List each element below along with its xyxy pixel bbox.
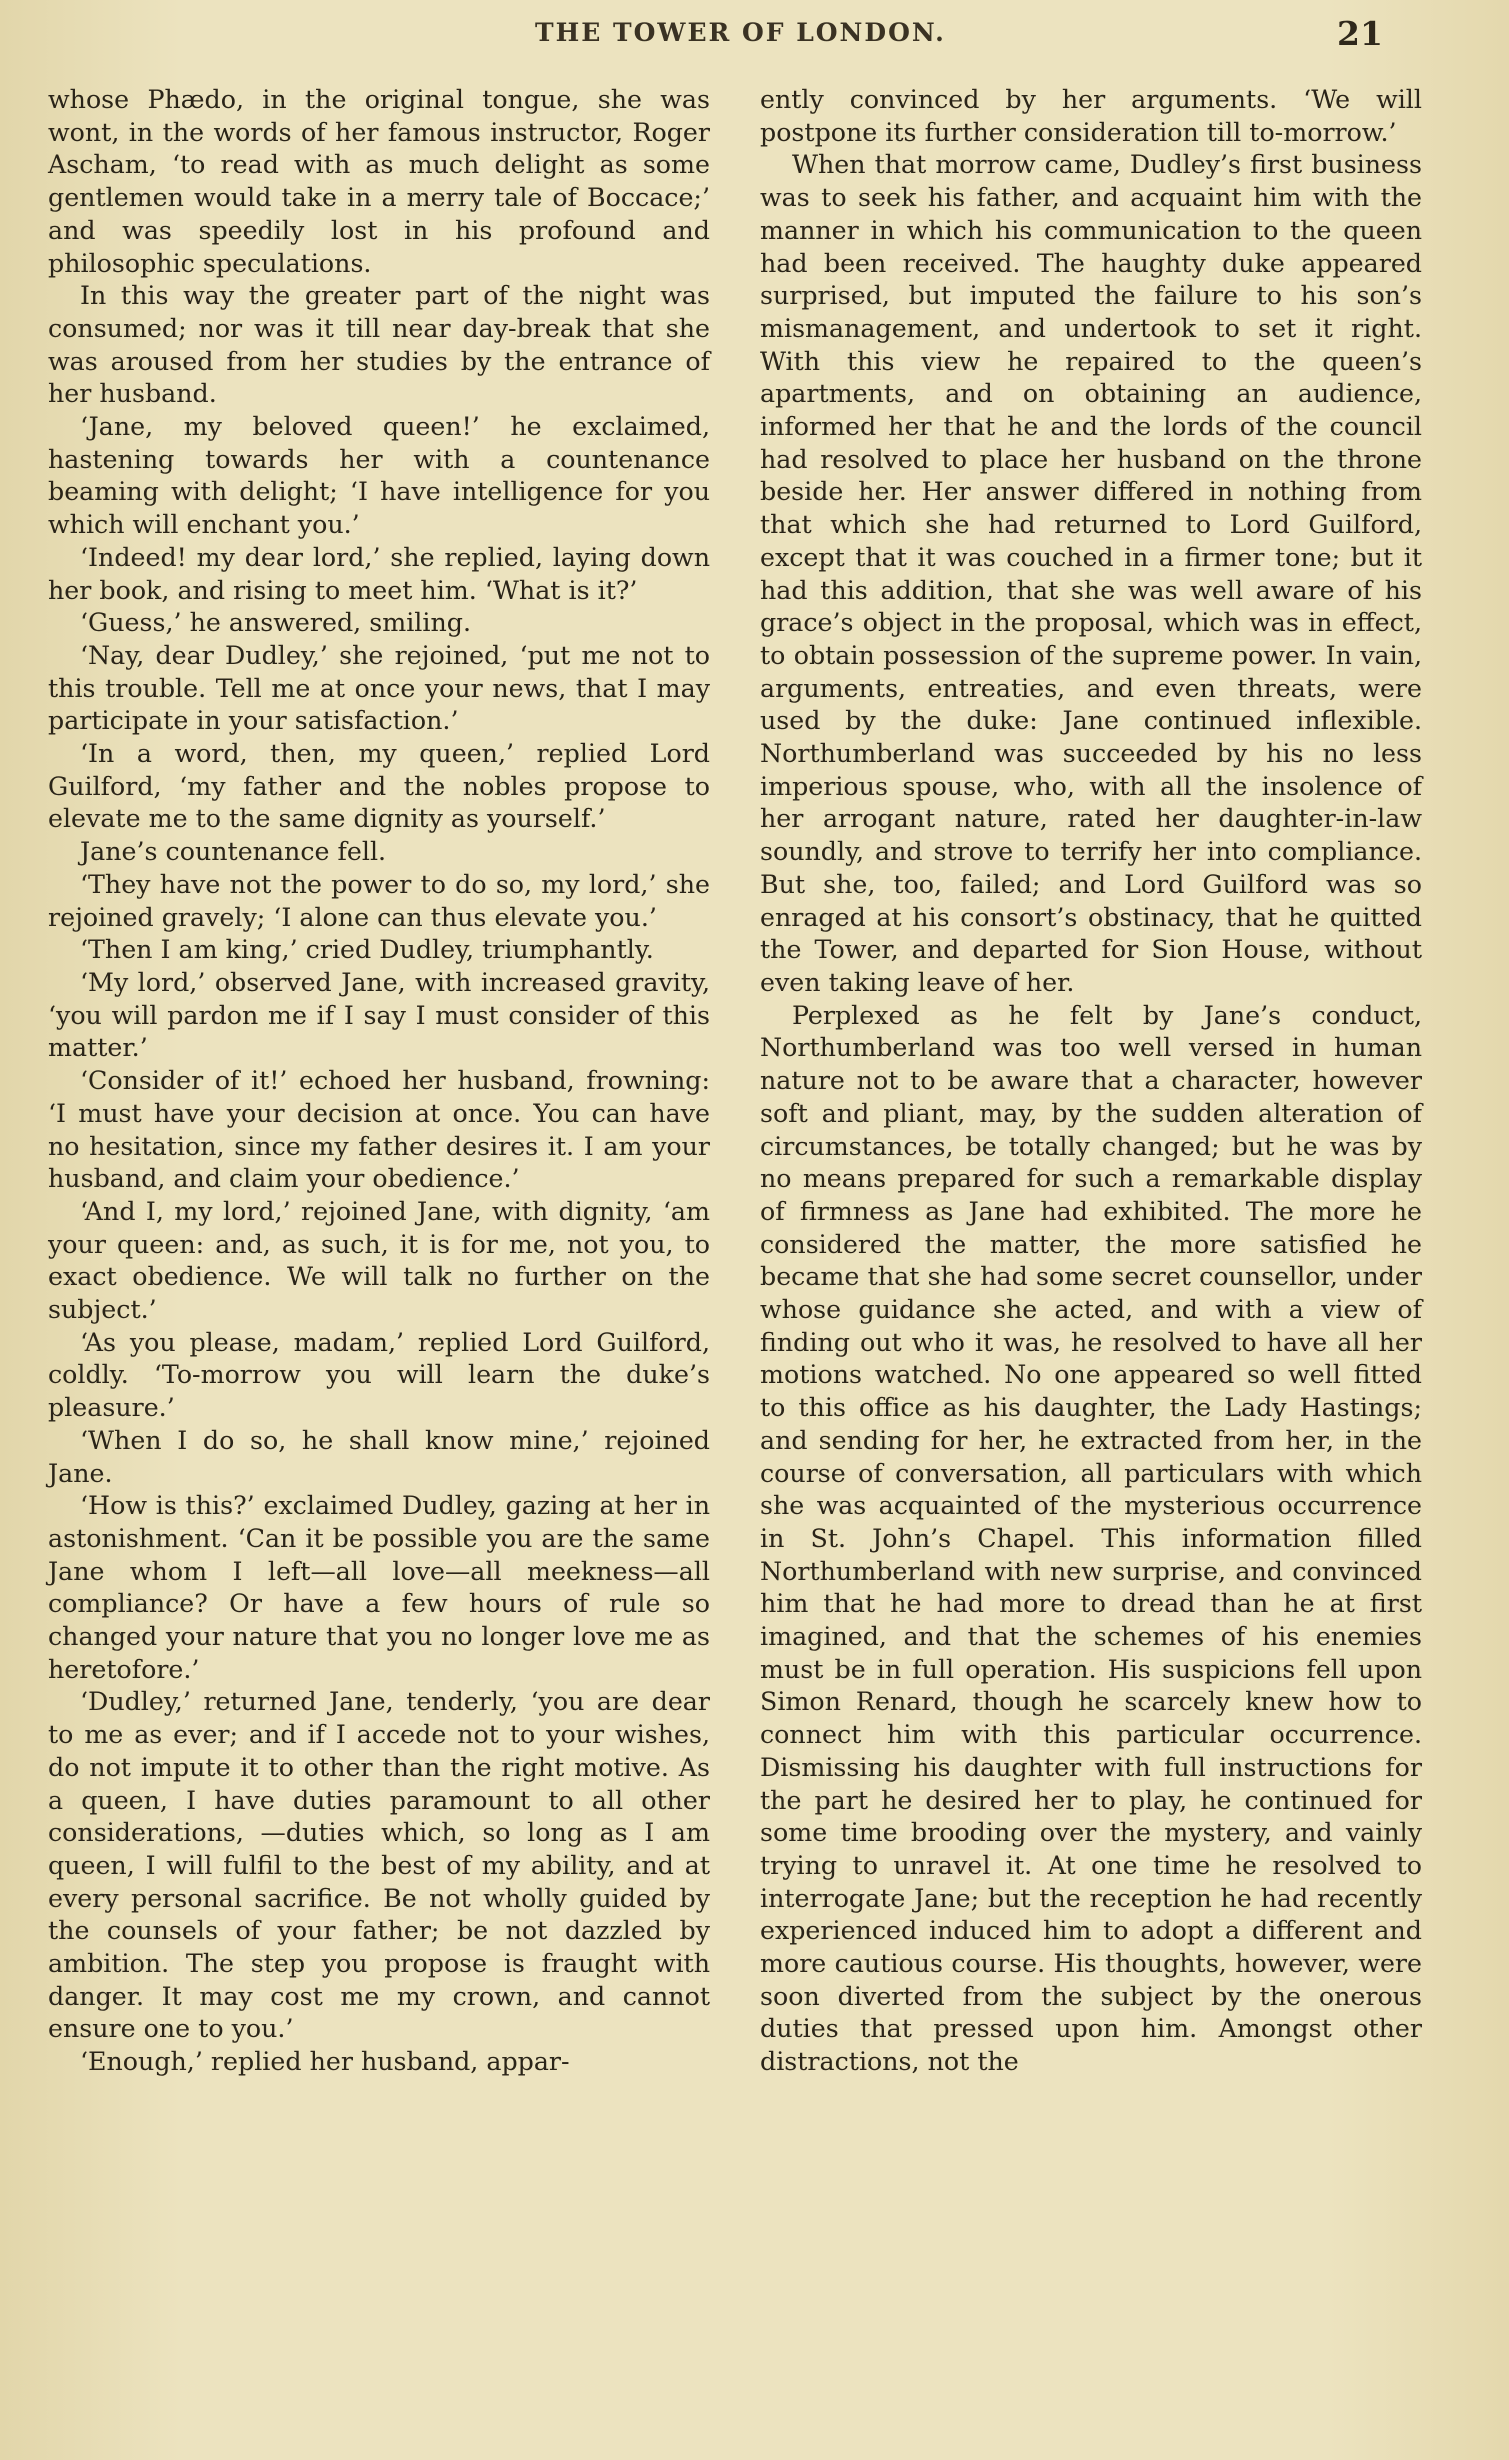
- paragraph: ‘How is this?’ exclaimed Dudley, gazing at her in astonishment. ‘Can it be possible you are the same Jane whom I left—all love—all meekness—all compliance? Or have a few hours of rule so changed your nature that you no longer love me as heretofore.’: [48, 1491, 710, 1684]
- paragraph: ‘My lord,’ observed Jane, with increased gravity, ‘you will pardon me if I say I must consider of this matter.’: [48, 967, 710, 1063]
- paragraph: Perplexed as he felt by Jane’s conduct, Northumberland was too well versed in human nature not to be aware that a character, however soft and pliant, may, by the sudden alteration of circumstances, be totally changed; but he was by no means prepared for such a remarkable display of firmness as Jane had exhibited. The more he considered the matter, the more satisfied he became that she had some secret counsellor, under whose guidance she acted, and with a view of finding out who it was, he resolved to have all her motions watched. No one appeared so well fitted to this office as his daughter, the Lady Hastings; and sending for her, he extracted from her, in the course of conversation, all particulars with which she was acquainted of the mysterious occurrence in St. John’s Chapel. This information filled Northumberland with new surprise, and convinced him that he had more to dread than he at first imagined, and that the schemes of his enemies must be in full operation. His suspicions fell upon Simon Renard, though he scarcely knew how to connect him with this particular occurrence. Dismissing his daughter with full instructions for the part he desired her to play, he continued for some time brooding over the mystery, and vainly trying to unravel it. At one time he resolved to interrogate Jane; but the reception he had recently experienced induced him to adopt a different and more cautious course. His thoughts, however, were soon diverted from the subject by the onerous duties that pressed upon him. Amongst other distractions, not the: [760, 1000, 1422, 2077]
- paragraph: ‘Guess,’ he answered, smiling.: [80, 608, 471, 638]
- paragraph: ‘And I, my lord,’ rejoined Jane, with dignity, ‘am your queen: and, as such, it is for me, not you, to exact obedience. We will talk no further on the subject.’: [48, 1196, 710, 1325]
- paragraph: ‘As you please, madam,’ replied Lord Guilford, coldly. ‘To-morrow you will learn the duke’s pleasure.’: [48, 1327, 710, 1423]
- paragraph: Jane’s countenance fell.: [80, 837, 387, 867]
- paragraph: ‘When I do so, he shall know mine,’ rejoined Jane.: [48, 1425, 710, 1488]
- left-column: [48, 84, 710, 2079]
- paragraph: ‘In a word, then, my queen,’ replied Lord Guilford, ‘my father and the nobles propose to elevate me to the same dignity as yourself.’: [48, 739, 710, 834]
- paragraph: ently convinced by her arguments. ‘We will postpone its further consideration till to-morrow.’: [760, 85, 1422, 147]
- paragraph: ‘Indeed! my dear lord,’ she replied, laying down her book, and rising to meet him. ‘What is it?’: [48, 542, 710, 605]
- paragraph: ‘Dudley,’ returned Jane, tenderly, ‘you are dear to me as ever; and if I accede not to your wishes, do not impute it to other than the right motive. As a queen, I have duties paramount to all other considerations, —duties which, so long as I am queen, I will fulfil to the best of my ability, and at every personal sacrifice. Be not wholly guided by the counsels of your father; be not dazzled by ambition. The step you propose is fraught with danger. It may cost me my crown, and cannot ensure one to you.’: [48, 1687, 710, 2044]
- right-column: [760, 84, 1422, 2079]
- paragraph: ‘Consider of it!’ echoed her husband, frowning: ‘I must have your decision at once. You can have no hesitation, since my father desires it. I am your husband, and claim your obedience.’: [48, 1066, 710, 1194]
- page-number: 21: [1337, 14, 1383, 53]
- paragraph: In this way the greater part of the night was consumed; nor was it till near day-break that she was aroused from her studies by the entrance of her husband.: [48, 281, 710, 409]
- paragraph: ‘Nay, dear Dudley,’ she rejoined, ‘put me not to this trouble. Tell me at once your news, that I may participate in your satisfaction.’: [48, 640, 710, 736]
- running-title: THE TOWER OF LONDON.: [535, 18, 946, 47]
- paragraph: ‘Then I am king,’ cried Dudley, triumphantly.: [80, 935, 654, 965]
- running-head: [0, 14, 1509, 54]
- paragraph: whose Phædo, in the original tongue, she was wont, in the words of her famous instructor, Roger Ascham, ‘to read with as much delight as some gentlemen would take in a merry tale of Boccace;’ and was speedily lost in his profound and philosophic speculations.: [48, 85, 710, 278]
- paragraph: ‘Jane, my beloved queen!’ he exclaimed, hastening towards her with a countenance beaming with delight; ‘I have intelligence for you which will enchant you.’: [48, 412, 710, 540]
- paragraph: ‘Enough,’ replied her husband, appar-: [80, 2047, 570, 2077]
- paragraph: When that morrow came, Dudley’s first business was to seek his father, and acquaint him with the manner in which his communication to the queen had been received. The haughty duke appeared surprised, but imputed the failure to his son’s mismanagement, and undertook to set it right. With this view he repaired to the queen’s apartments, and on obtaining an audience, informed her that he and the lords of the council had resolved to place her husband on the throne beside her. Her answer differed in nothing from that which she had returned to Lord Guilford, except that it was couched in a firmer tone; but it had this addition, that she was well aware of his grace’s object in the proposal, which was in effect, to obtain possession of the supreme power. In vain, arguments, entreaties, and even threats, were used by the duke: Jane continued inflexible. Northumberland was succeeded by his no less imperious spouse, who, with all the insolence of her arrogant nature, rated her daughter-in-law soundly, and strove to terrify her into compliance. But she, too, failed; and Lord Guilford was so enraged at his consort’s obstinacy, that he quitted the Tower, and departed for Sion House, without even taking leave of her.: [760, 150, 1422, 997]
- paragraph: ‘They have not the power to do so, my lord,’ she rejoined gravely; ‘I alone can thus elevate you.’: [48, 869, 710, 932]
